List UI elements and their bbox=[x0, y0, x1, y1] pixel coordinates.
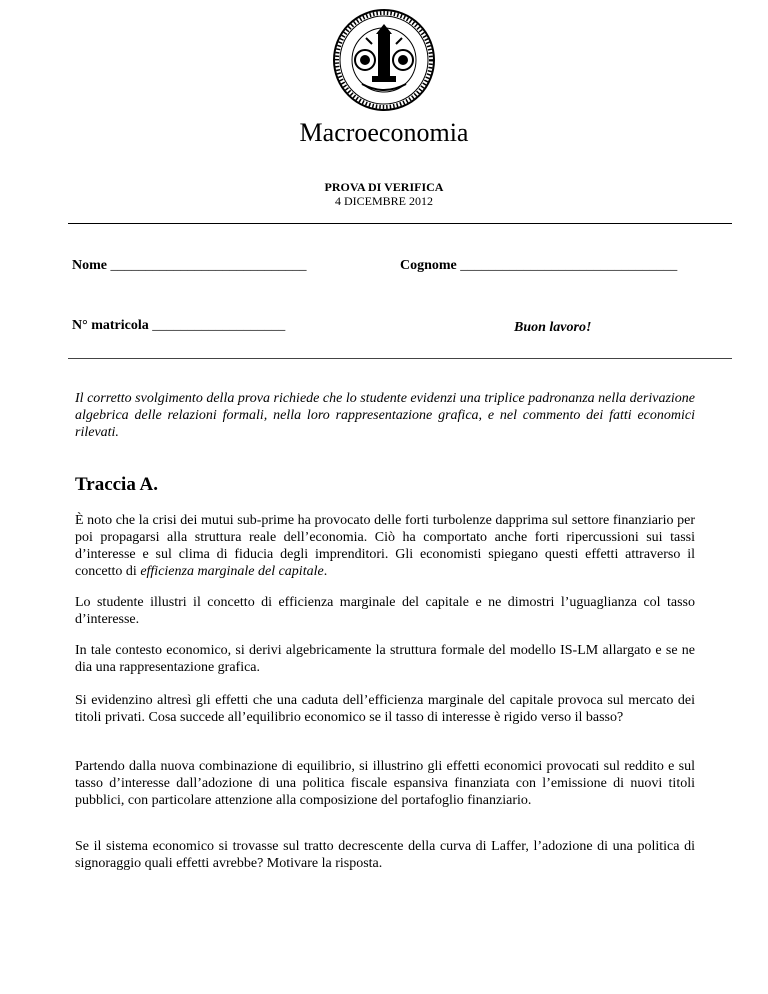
form-divider bbox=[68, 358, 732, 359]
paragraph-5: Partendo dalla nuova combinazione di equilibrio, si illustrino gli effetti economici provocati sul reddito e sul tasso d’interesse dall’adozione di una politica fiscale espansiva finanziata con l’emissione di nuovi titoli pubblici, con particolare attenzione alla composizione del portafoglio finanziario. bbox=[75, 759, 695, 808]
paragraph-6: Se il sistema economico si trovasse sul tratto decrescente della curva di Laffer, l’adozione di una politica di signoraggio quali effetti avrebbe? Motivare la risposta. bbox=[75, 839, 695, 871]
matricola-field[interactable] bbox=[72, 318, 285, 334]
paragraph-1-text: È noto che la crisi dei mutui sub-prime ha provocato delle forti turbolenze dapprima sul settore finanziario per poi propagarsi alla struttura reale dell’economia. Ciò ha comportato anche forti ripercussioni sui tassi d’interesse e sul clima di fiducia degli imprenditori. Gli economisti spiegano questi effetti attraverso il concetto di bbox=[75, 513, 695, 579]
paragraph-3: In tale contesto economico, si derivi algebricamente la struttura formale del modello IS-LM allargato e se ne dia una rappresentazione grafica. bbox=[75, 643, 695, 675]
matricola-label: N° matricola bbox=[72, 318, 149, 333]
header-divider bbox=[68, 223, 732, 224]
paragraph-1-end: . bbox=[323, 564, 328, 579]
cognome-blank[interactable]: _______________________________ bbox=[460, 258, 678, 273]
paragraph-1 bbox=[75, 512, 695, 580]
buon-lavoro-text: Buon lavoro! bbox=[514, 320, 592, 335]
cognome-field[interactable] bbox=[400, 258, 677, 274]
exam-subtitle: PROVA DI VERIFICA bbox=[324, 180, 444, 194]
section-heading: Traccia A. bbox=[75, 474, 159, 495]
instructions-paragraph: Il corretto svolgimento della prova richiede che lo studente evidenzi una triplice padronanza nella derivazione algebrica delle relazioni formali, nella loro rappresentazione grafica, e nel commento dei fatti economici rilevati. bbox=[75, 391, 695, 440]
university-seal bbox=[332, 8, 436, 112]
nome-label: Nome bbox=[72, 258, 107, 273]
page-title: Macroeconomia bbox=[299, 118, 469, 147]
nome-blank[interactable]: ____________________________ bbox=[110, 258, 307, 273]
paragraph-1-emphasis: efficienza marginale del capitale bbox=[140, 564, 324, 579]
matricola-blank[interactable]: ___________________ bbox=[152, 318, 286, 333]
paragraph-4: Si evidenzino altresì gli effetti che una caduta dell’efficienza marginale del capitale provoca sul mercato dei titoli privati. Cosa succede all’equilibrio economico se il tasso di interesse è rigido verso il basso? bbox=[75, 693, 695, 725]
cognome-label: Cognome bbox=[400, 258, 457, 273]
exam-date: 4 DICEMBRE 2012 bbox=[334, 194, 433, 208]
nome-field[interactable] bbox=[72, 258, 307, 274]
paragraph-2: Lo studente illustri il concetto di efficienza marginale del capitale e ne dimostri l’uguaglianza col tasso d’interesse. bbox=[75, 595, 695, 627]
